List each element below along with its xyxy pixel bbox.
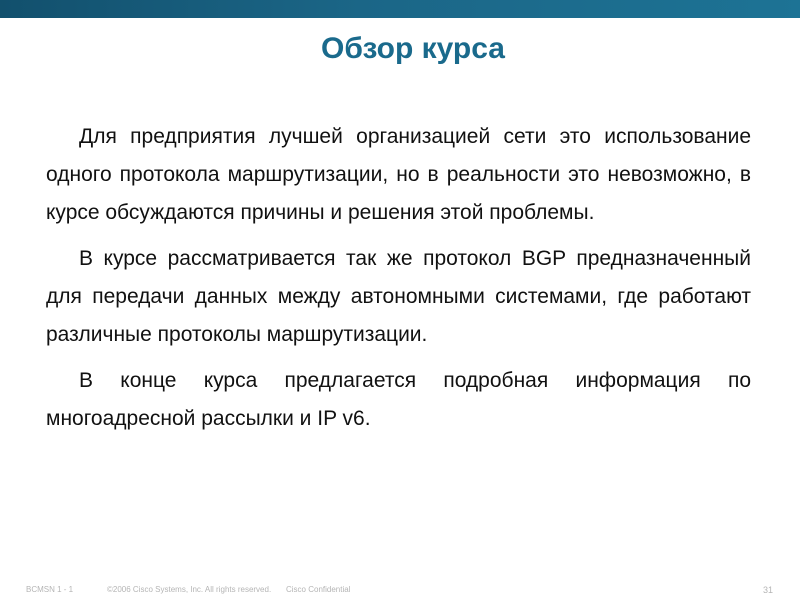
footer-copyright: ©2006 Cisco Systems, Inc. All rights reserved. xyxy=(107,585,272,594)
slide-title: Обзор курса xyxy=(321,32,505,65)
body-paragraph: В курсе рассматривается так же протокол BGP предназначенный для передачи данных между автономными системами, где работают различные протоколы маршрутизации. xyxy=(46,247,751,346)
top-header-band xyxy=(0,0,800,18)
slide-footer xyxy=(0,585,800,599)
body-paragraph: В конце курса предлагается подробная информация по многоадресной рассылки и IP v6. xyxy=(46,369,751,430)
footer-confidential: Cisco Confidential xyxy=(286,585,351,594)
footer-page-number: 31 xyxy=(763,585,774,595)
body-paragraph: Для предприятия лучшей организацией сети это использование одного протокола маршрутизации, но в реальности это невозможно, в курсе обсуждаются причины и решения этой проблемы. xyxy=(46,125,751,224)
footer-course-code: BCMSN 1 - 1 xyxy=(26,585,74,594)
slide-body xyxy=(46,118,751,446)
